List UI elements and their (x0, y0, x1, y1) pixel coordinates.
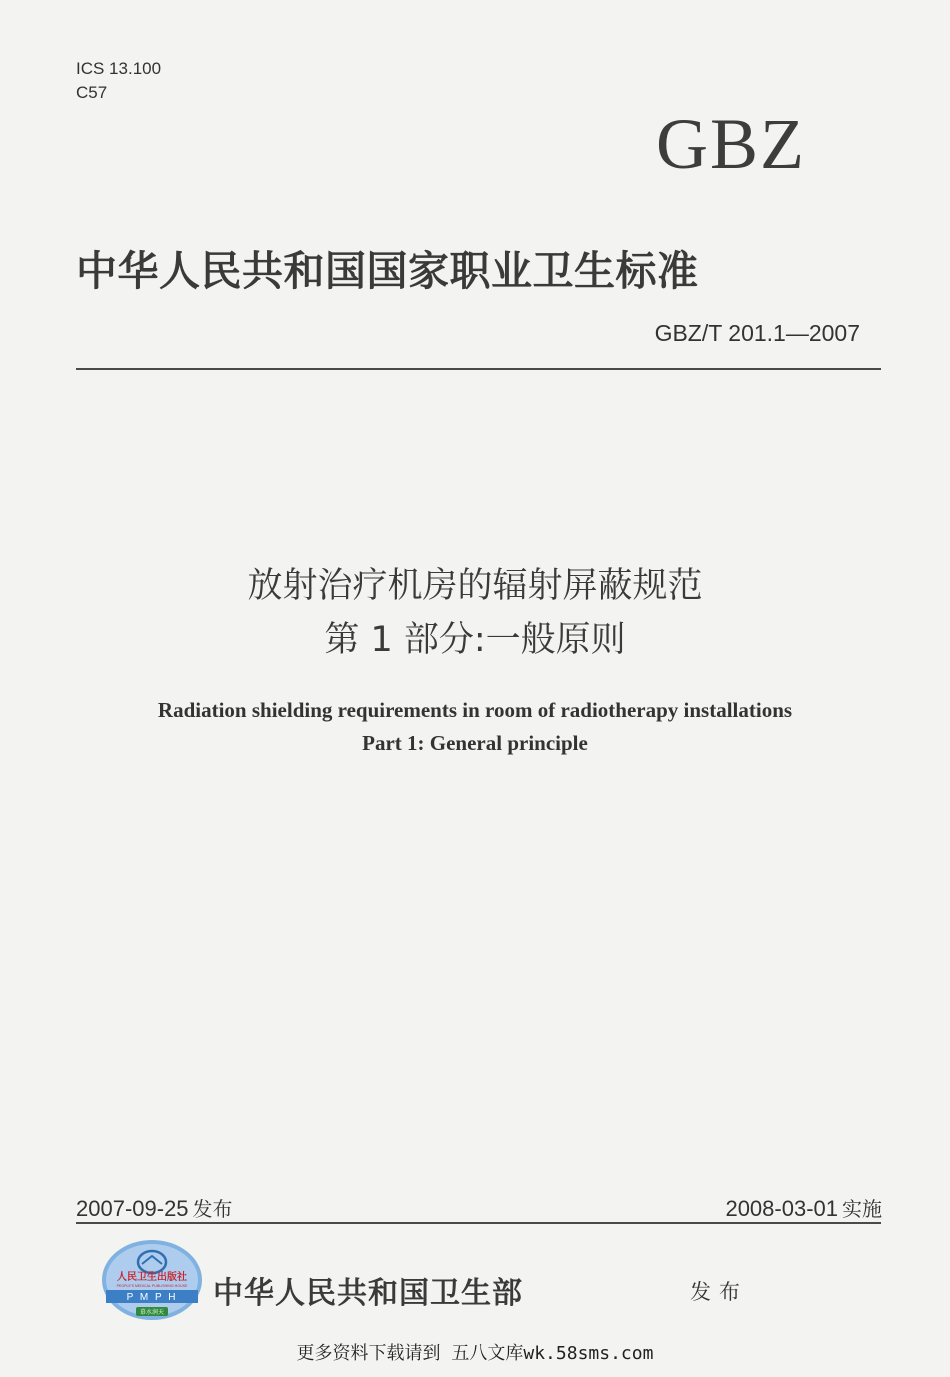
english-title-line-2: Part 1: General principle (362, 731, 588, 755)
standard-type-title: 中华人民共和国国家职业卫生标准 (76, 247, 699, 295)
classification-block (76, 57, 161, 105)
seal-text-bottom: 慕水润天 (139, 1309, 165, 1316)
ministry-issue-label: 发布 (690, 1280, 748, 1304)
standard-code: GBZ/T 201.1—2007 (654, 320, 860, 346)
issue-date-block (76, 1193, 233, 1222)
seal-letters: P M P H (126, 1292, 178, 1303)
gbz-logo: GBZ (656, 104, 806, 184)
issue-date: 2007-09-25 (76, 1196, 189, 1221)
top-divider (76, 368, 881, 370)
ccs-code: C57 (76, 83, 108, 102)
ics-code: ICS 13.100 (76, 59, 162, 78)
implement-date: 2008-03-01 (725, 1196, 838, 1221)
chinese-title-line-1: 放射治疗机房的辐射屏蔽规范 (247, 566, 703, 606)
english-title-line-1: Radiation shielding requirements in room of radiotherapy installations (157, 698, 793, 722)
download-footer-note: 更多资料下载请到 五八文库wk.58sms.com (296, 1343, 654, 1364)
issue-label: 发布 (192, 1197, 233, 1221)
bottom-divider (76, 1222, 881, 1224)
publisher-seal-logo (100, 1238, 204, 1322)
seal-text-top: 人民卫生出版社 (117, 1272, 187, 1283)
seal-text-en: PEOPLE'S MEDICAL PUBLISHING HOUSE (116, 1284, 188, 1288)
issuing-ministry: 中华人民共和国卫生部 (213, 1276, 523, 1311)
implement-label: 实施 (842, 1197, 882, 1221)
implement-date-block (725, 1193, 882, 1222)
chinese-title-line-2: 第 1 部分:一般原则 (324, 620, 626, 660)
